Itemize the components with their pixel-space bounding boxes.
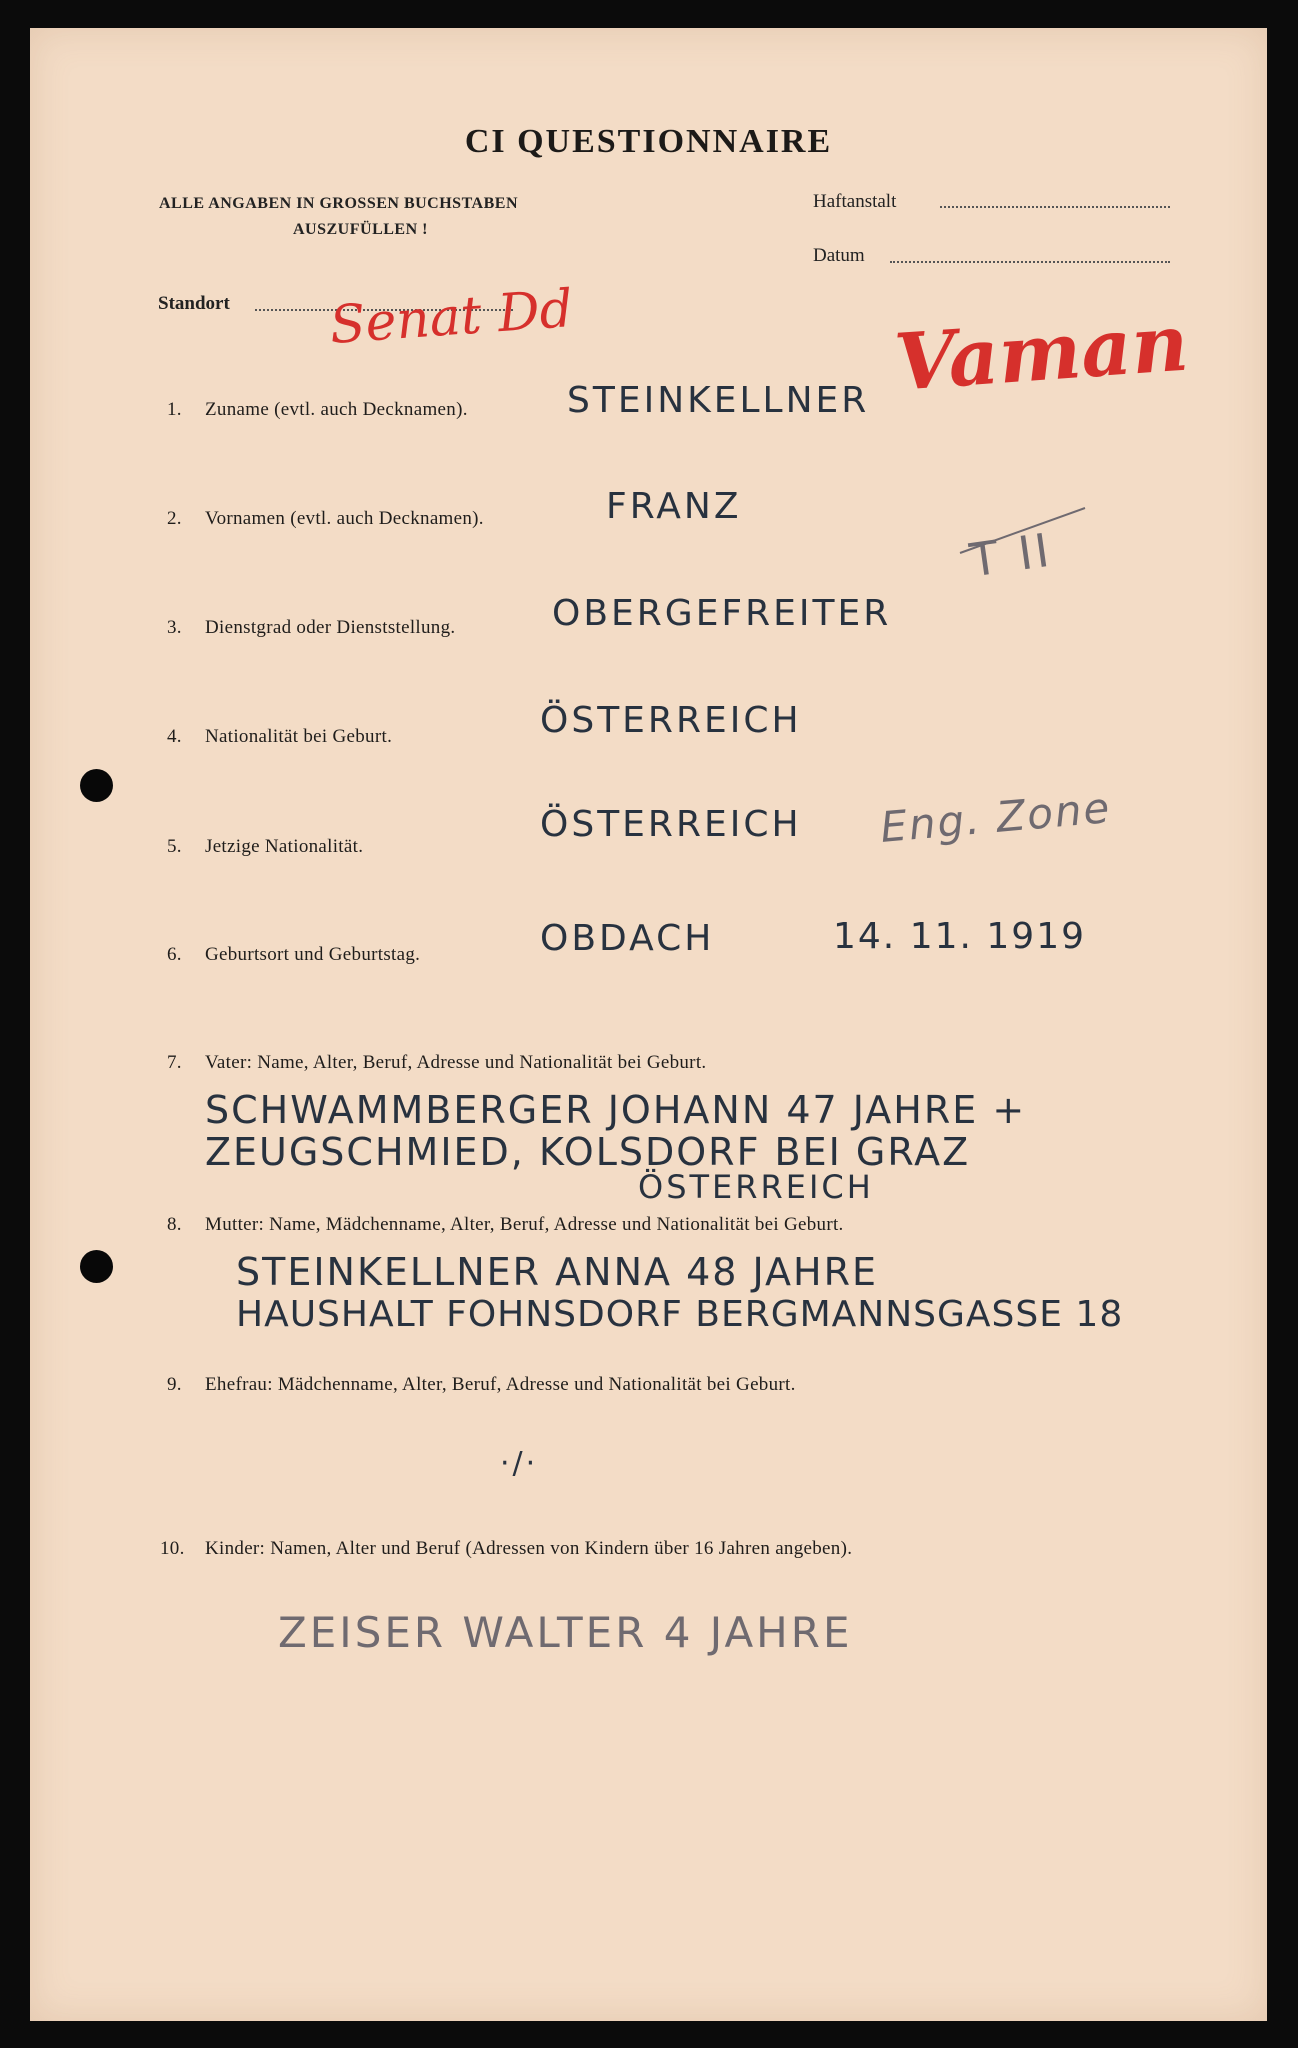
question-7 [167, 1052, 706, 1074]
question-label: Ehefrau: Mädchenname, Alter, Beruf, Adresse und Nationalität bei Geburt. [205, 1374, 796, 1395]
pencil-zone-note: Eng. Zone [878, 783, 1114, 852]
instruction-line-1: ALLE ANGABEN IN GROSSEN BUCHSTABEN [159, 195, 519, 212]
question-number: 7. [167, 1052, 182, 1073]
form-title: CI QUESTIONNAIRE [464, 123, 833, 160]
question-number: 6. [167, 944, 182, 965]
question-number: 10. [160, 1538, 185, 1559]
question-1 [167, 399, 468, 421]
answer-birthplace: OBDACH [540, 918, 715, 959]
question-number: 1. [167, 399, 182, 420]
question-number: 5. [167, 836, 182, 857]
answer-mother-line2: HAUSHALT FOHNSDORF BERGMANNSGASSE 18 [236, 1294, 1124, 1335]
question-label: Kinder: Namen, Alter und Beruf (Adressen von Kindern über 16 Jahren angeben). [205, 1538, 853, 1559]
answer-wife: ·/· [500, 1446, 539, 1481]
question-label: Nationalität bei Geburt. [205, 726, 393, 747]
haftanstalt-label: Haftanstalt [813, 191, 897, 212]
red-signature: Vaman [891, 297, 1192, 409]
answer-nationality-birth: ÖSTERREICH [540, 700, 802, 741]
pencil-mark: T II [966, 522, 1056, 588]
instruction-line-2: AUSZUFÜLLEN ! [293, 221, 428, 238]
red-standort-annotation: Senat Dd [327, 279, 575, 356]
datum-label: Datum [813, 245, 865, 266]
punch-hole-bottom [80, 1250, 113, 1283]
question-4 [167, 726, 392, 748]
datum-field [890, 261, 1170, 263]
answer-nationality-current: ÖSTERREICH [540, 804, 802, 845]
question-8 [167, 1214, 844, 1236]
question-number: 4. [167, 726, 182, 747]
question-label: Mutter: Name, Mädchenname, Alter, Beruf, Adresse und Nationalität bei Geburt. [205, 1214, 844, 1235]
answer-father-line2: ZEUGSCHMIED, KOLSDORF BEI GRAZ [205, 1130, 971, 1174]
question-label: Zuname (evtl. auch Decknamen). [205, 399, 468, 420]
question-number: 8. [167, 1214, 182, 1235]
question-label: Dienstgrad oder Dienststellung. [205, 617, 456, 638]
question-number: 3. [167, 617, 182, 638]
question-5 [167, 836, 363, 858]
answer-mother-line1: STEINKELLNER ANNA 48 JAHRE [236, 1250, 879, 1294]
answer-father-line1: SCHWAMMBERGER JOHANN 47 JAHRE + [205, 1088, 1027, 1132]
question-number: 9. [167, 1374, 182, 1395]
question-10 [160, 1538, 852, 1560]
question-2 [167, 508, 484, 530]
answer-father-line3: ÖSTERREICH [638, 1168, 874, 1206]
question-6 [167, 944, 420, 966]
answer-first-name: FRANZ [606, 486, 742, 527]
question-label: Geburtsort und Geburtstag. [205, 944, 421, 965]
questionnaire-sheet [30, 28, 1267, 2021]
question-label: Vornamen (evtl. auch Decknamen). [205, 508, 484, 529]
haftanstalt-field [940, 206, 1170, 208]
punch-hole-top [80, 769, 113, 802]
pencil-stroke [955, 503, 1095, 563]
answer-surname: STEINKELLNER [567, 380, 870, 421]
question-9 [167, 1374, 796, 1396]
standort-label: Standort [158, 293, 230, 314]
answer-rank: OBERGEFREITER [552, 593, 892, 634]
answer-children: ZEISER WALTER 4 JAHRE [278, 1608, 853, 1657]
question-number: 2. [167, 508, 182, 529]
question-label: Vater: Name, Alter, Beruf, Adresse und Nationalität bei Geburt. [205, 1052, 707, 1073]
question-3 [167, 617, 455, 639]
question-label: Jetzige Nationalität. [205, 836, 364, 857]
answer-birthdate: 14. 11. 1919 [833, 916, 1087, 957]
